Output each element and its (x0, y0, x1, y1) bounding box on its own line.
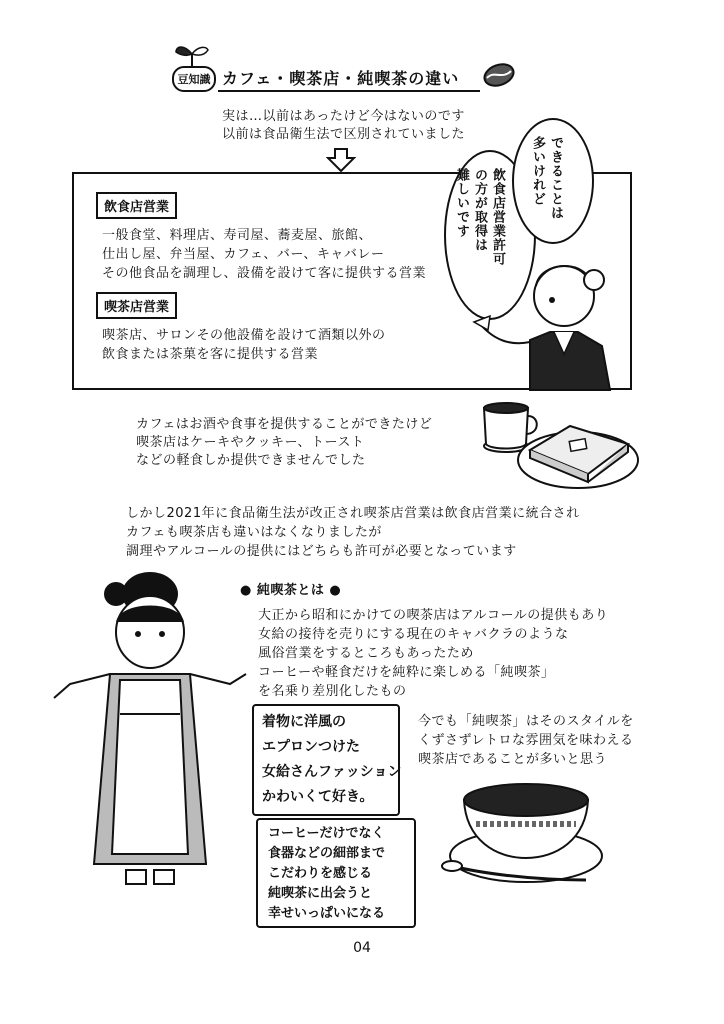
cafe-vs-kissaten-text: カフェはお酒や食事を提供することができたけど 喫茶店はケーキやクッキー、トースト などの軽食しか提供できませんでした (136, 417, 433, 468)
waitress-illustration (470, 250, 640, 392)
intro-line-2: 以前は食品衛生法で区別されていました (222, 127, 466, 142)
coffee-and-toast-illustration (470, 398, 640, 494)
speech-bubble-large-text: 飲食店営業許可 の方が取得は 難しいです (454, 168, 505, 266)
restaurant-business-text: 一般食堂、料理店、寿司屋、蕎麦屋、旅館、 仕出し屋、弁当屋、カフェ、バー、キャバレー その他食品を調理し、設備を設けて客に提供する営業 (102, 228, 427, 281)
trivia-badge: 豆知識 (172, 66, 216, 92)
handwritten-bubble-kimono-text: 着物に洋風の エプロンつけた 女給さんファッション かわいくて好き。 (262, 714, 402, 805)
intro-line-1: 実は…以前はあったけど今はないのです (222, 109, 465, 124)
coffee-cup-illustration (436, 776, 616, 896)
speech-bubble-small-text: できることは 多いけれど (530, 136, 563, 220)
junkissa-today-text: 今でも「純喫茶」はそのスタイルを くずさずレトロな雰囲気を味わえる 喫茶店であることが多いと思う (418, 714, 634, 767)
page-title: カフェ・喫茶店・純喫茶の違い (222, 69, 460, 88)
law-change-text: しかし2021年に食品衛生法が改正され喫茶店営業は飲食店営業に統合され カフェも喫茶店も違いはなくなりましたが 調理やアルコールの提供にはどちらも許可が必要となっています (126, 506, 580, 559)
kimono-waitress-illustration (50, 564, 250, 894)
junkissa-body: 大正から昭和にかけての喫茶店はアルコールの提供もあり 女給の接待を売りにする現在のキャバクラのような 風俗営業をするところもあったため コーヒーや軽食だけを純粋に楽しめる「純喫茶」 を名乗り差別化したもの (258, 608, 609, 699)
coffee-bean-icon (482, 62, 516, 88)
cafe-business-label: 喫茶店営業 (96, 292, 177, 319)
handwritten-bubble-tableware-text: コーヒーだけでなく 食器などの細部まで こだわりを感じる 純喫茶に出会うと 幸せいっぱいになる (268, 826, 386, 921)
down-arrow-icon (326, 148, 356, 172)
restaurant-business-label: 飲食店営業 (96, 192, 177, 219)
title-underline (218, 90, 480, 92)
junkissa-heading: ● 純喫茶とは ● (240, 583, 342, 598)
cafe-business-text: 喫茶店、サロンその他設備を設けて酒類以外の 飲食または茶菓を客に提供する営業 (102, 328, 386, 362)
page-number: 04 (353, 940, 371, 956)
sprout-icon (172, 40, 212, 68)
